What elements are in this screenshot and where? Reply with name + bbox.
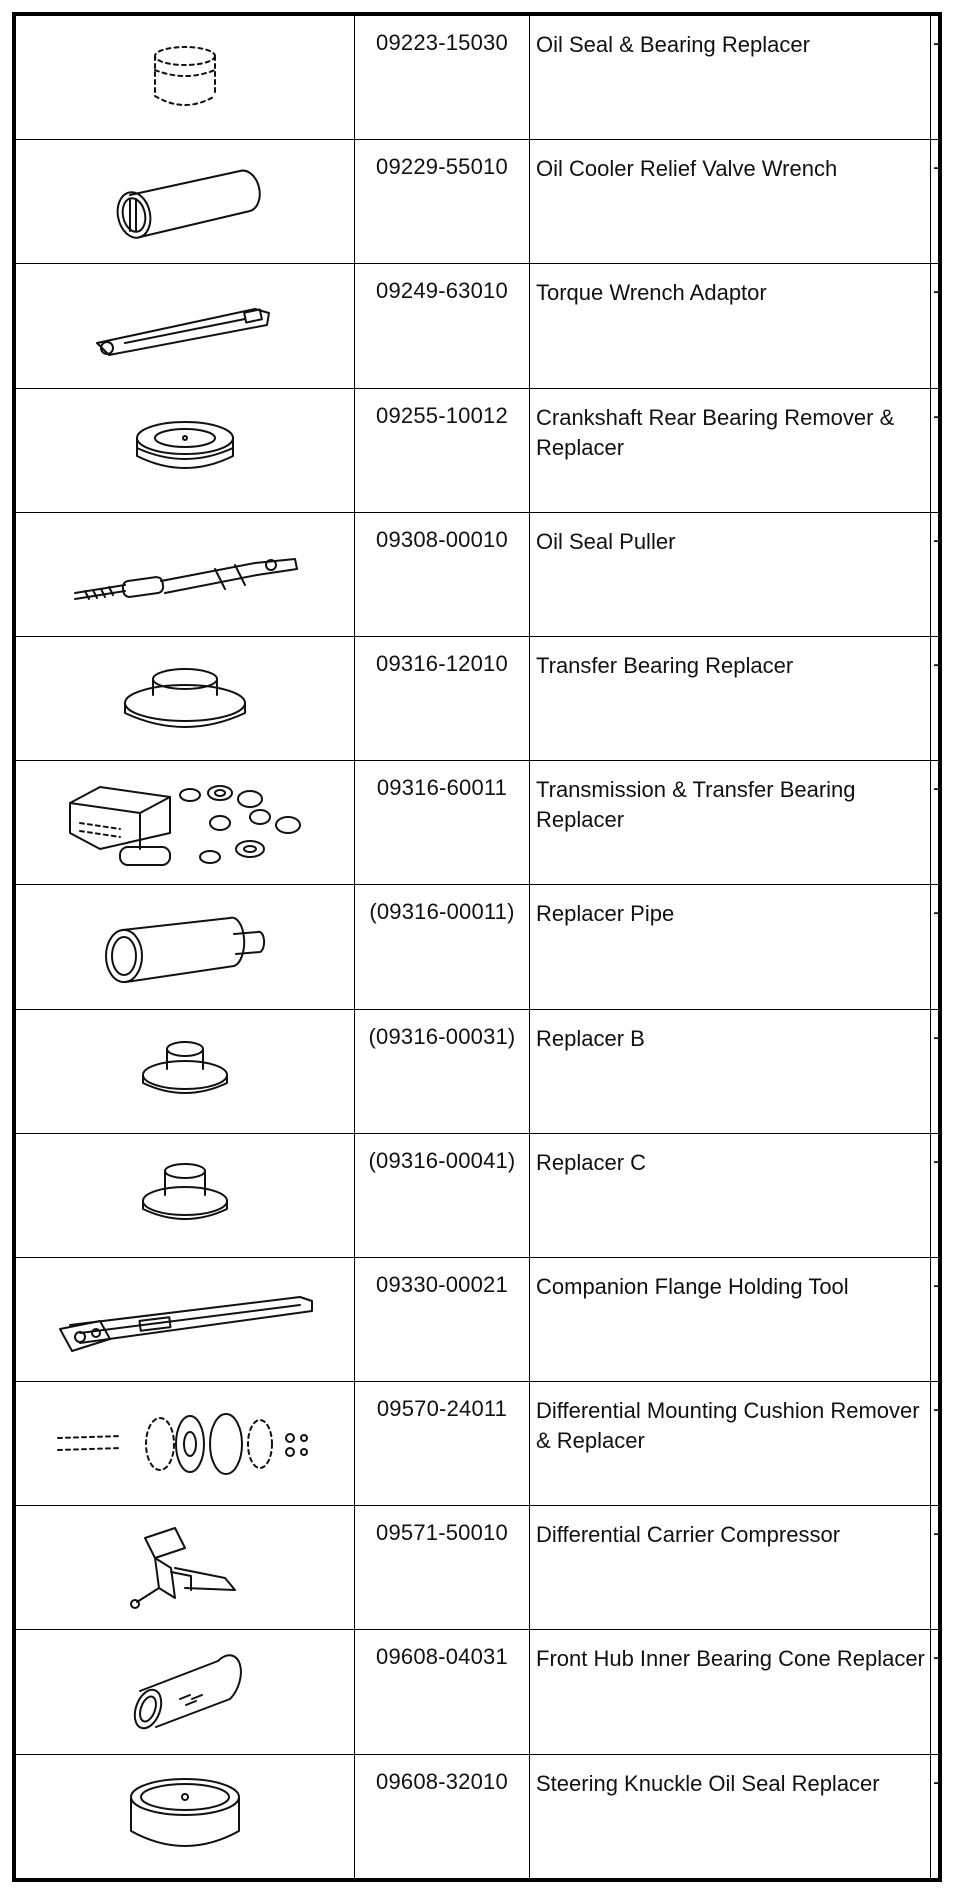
- part-number: 09608-32010: [355, 1754, 530, 1878]
- tool-illustration-cell: [16, 1133, 355, 1257]
- tool-illustration-cell: [16, 388, 355, 512]
- quantity-mark: -: [931, 1506, 939, 1630]
- table-row: [16, 16, 939, 140]
- part-number: 09229-55010: [355, 140, 530, 264]
- quantity-mark: -: [931, 264, 939, 388]
- table-row: [16, 264, 939, 388]
- quantity-mark: -: [931, 1382, 939, 1506]
- part-number: 09571-50010: [355, 1506, 530, 1630]
- tool-illustration-cell: [16, 1630, 355, 1754]
- tool-illustration-cell: [16, 1257, 355, 1381]
- quantity-mark: -: [931, 1257, 939, 1381]
- special-tools-sheet: [12, 12, 942, 1882]
- part-number: (09316-00031): [355, 1009, 530, 1133]
- table-row: [16, 636, 939, 760]
- tool-illustration-cell: [16, 1754, 355, 1878]
- quantity-mark: -: [931, 761, 939, 885]
- part-number: 09223-15030: [355, 16, 530, 140]
- quantity-mark: -: [931, 512, 939, 636]
- tool-description: Torque Wrench Adaptor: [530, 264, 931, 388]
- special-tools-table: [15, 15, 939, 1879]
- table-row: [16, 761, 939, 885]
- cushion-set-icon: [16, 1404, 354, 1484]
- tool-kit-icon: [16, 773, 354, 873]
- tool-description: Oil Seal Puller: [530, 512, 931, 636]
- tool-description: Front Hub Inner Bearing Cone Replacer: [530, 1630, 931, 1754]
- quantity-mark: -: [931, 1754, 939, 1878]
- tool-description: Oil Cooler Relief Valve Wrench: [530, 140, 931, 264]
- quantity-mark: -: [931, 140, 939, 264]
- table-row: [16, 388, 939, 512]
- tool-description: Differential Carrier Compressor: [530, 1506, 931, 1630]
- table-row: [16, 1630, 939, 1754]
- table-row: [16, 1257, 939, 1381]
- replacer-b-icon: [16, 1031, 354, 1111]
- table-row: [16, 1754, 939, 1878]
- quantity-mark: -: [931, 885, 939, 1009]
- part-number: 09249-63010: [355, 264, 530, 388]
- table-row: [16, 1009, 939, 1133]
- quantity-mark: -: [931, 1630, 939, 1754]
- socket-wrench-icon: [16, 157, 354, 247]
- tool-description: Replacer C: [530, 1133, 931, 1257]
- tool-description: Transfer Bearing Replacer: [530, 636, 931, 760]
- tool-illustration-cell: [16, 140, 355, 264]
- puller-icon: [16, 539, 354, 609]
- tool-description: Replacer Pipe: [530, 885, 931, 1009]
- part-number: (09316-00041): [355, 1133, 530, 1257]
- table-row: [16, 1133, 939, 1257]
- tool-description: Differential Mounting Cushion Remover & Replacer: [530, 1382, 931, 1506]
- tool-description: Companion Flange Holding Tool: [530, 1257, 931, 1381]
- tool-illustration-cell: [16, 1009, 355, 1133]
- tool-description: Oil Seal & Bearing Replacer: [530, 16, 931, 140]
- flat-adaptor-icon: [16, 291, 354, 361]
- quantity-mark: -: [931, 1133, 939, 1257]
- part-number: 09316-60011: [355, 761, 530, 885]
- table-row: [16, 1382, 939, 1506]
- part-number: (09316-00011): [355, 885, 530, 1009]
- tool-illustration-cell: [16, 636, 355, 760]
- tool-illustration-cell: [16, 1506, 355, 1630]
- replacer-c-icon: [16, 1155, 354, 1235]
- sleeve-ring-icon: [16, 38, 354, 118]
- tool-illustration-cell: [16, 512, 355, 636]
- tool-description: Steering Knuckle Oil Seal Replacer: [530, 1754, 931, 1878]
- tool-description: Crankshaft Rear Bearing Remover & Replacer: [530, 388, 931, 512]
- quantity-mark: -: [931, 1009, 939, 1133]
- table-row: [16, 1506, 939, 1630]
- part-number: 09308-00010: [355, 512, 530, 636]
- table-row: [16, 885, 939, 1009]
- part-number: 09316-12010: [355, 636, 530, 760]
- tool-illustration-cell: [16, 1382, 355, 1506]
- part-number: 09255-10012: [355, 388, 530, 512]
- part-number: 09608-04031: [355, 1630, 530, 1754]
- table-row: [16, 140, 939, 264]
- replacer-pipe-icon: [16, 902, 354, 992]
- disc-plate-icon: [16, 410, 354, 490]
- tool-illustration-cell: [16, 885, 355, 1009]
- quantity-mark: -: [931, 16, 939, 140]
- cone-replacer-icon: [16, 1647, 354, 1737]
- tool-illustration-cell: [16, 264, 355, 388]
- seal-replacer-icon: [16, 1771, 354, 1861]
- tool-illustration-cell: [16, 761, 355, 885]
- table-row: [16, 512, 939, 636]
- holding-bar-icon: [16, 1279, 354, 1359]
- tool-illustration-cell: [16, 16, 355, 140]
- tool-description: Transmission & Transfer Bearing Replacer: [530, 761, 931, 885]
- flanged-ring-icon: [16, 659, 354, 739]
- part-number: 09330-00021: [355, 1257, 530, 1381]
- part-number: 09570-24011: [355, 1382, 530, 1506]
- compressor-icon: [16, 1518, 354, 1618]
- quantity-mark: -: [931, 388, 939, 512]
- tool-description: Replacer B: [530, 1009, 931, 1133]
- quantity-mark: -: [931, 636, 939, 760]
